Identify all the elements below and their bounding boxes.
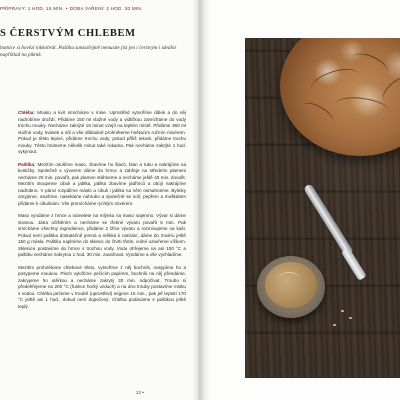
pate-spread	[265, 262, 317, 308]
page-number: 23	[136, 390, 142, 395]
paragraph-text: Mouku a kvít smícháme v míse. Uprostřed vytvoříme důlek a do něj nadrobíme droždí. Přidáme 150 ml vlažné vody a vidličkou zamícháme do vody trochu mouky. Necháme zakrýté 15 minut vzejít na teplém místě. Přidáme 350 ml vlažné vody, kvásek a sůl a vše důkladně prohněteme hnětacím ručním mixérem. Pokud je těsto lepivé, přidáme trochu vody, pokud příliš tekuté, přidáme trochu mouky. Těsto hnitneme několik minut také rukama. Pak necháme zakrýté 1 hod. vykynout.	[18, 110, 186, 154]
running-head-bullet: •	[65, 6, 68, 11]
bread-and-pate-photo	[245, 38, 400, 378]
crumb	[349, 317, 352, 319]
loaf-crust-crack	[308, 64, 362, 100]
crumb	[333, 324, 336, 326]
right-page	[200, 0, 400, 400]
page-footer	[136, 390, 144, 395]
paragraph-baking	[18, 265, 186, 311]
paragraph-text: Mezitím osušíme maso, zbavíme ho šlach, blan a tuku a nakrájíme na kostičky. Společně s vývarem dáme do hrnce a zahřeje na středním plameni necháme 20 min. povařit, pak plamen stáhneme a necháme ještě 40 min. dovařit. Mezitím oloupeme cibuli a jablka, jablka zbavíme jádřinců a obojí nakrájíme nadrobno. V pánvi rozpálíme máslo a cibuli i jablka na něm osmahneme. Bylinky omyjeme, osušíme, nasekáme nahrubo a společně se solí, pepřem a muškátem přidáme k cibulinám. Vše promícháme rychlým mixérem.	[18, 161, 187, 206]
footer-mark-icon: •	[142, 390, 145, 395]
recipe-body	[18, 110, 186, 316]
left-page	[0, 0, 198, 400]
running-head-cook: DOBA VAŘENÍ: 2 HOD. 30 MIN.	[69, 6, 143, 11]
paragraph-pate	[18, 162, 186, 208]
recipe-title: S ČERSTVÝM CHLEBEM	[0, 28, 136, 39]
paragraph-lead: Paštika:	[18, 161, 36, 167]
paragraph-bread	[18, 110, 186, 156]
running-head	[0, 6, 190, 11]
paragraph-text: Mezitím prohněteme chlebové těsto, vytvoříme z něj bochník, nasypíme ho a posypeme moukou. Plech vyložíme pečícím papírem, bochník na něj přendáme, zakryjeme ho utěrkou a necháme zakrytý 30 min. odpočívat. Troubu si předehřejeme na 200 °C (funkce horký vzduch) a na dno trouby postavíme misku s vodou. Chléba pečeme v troubě (uprostřed) nejprve 15 min., pak jeř teplotí 170 °C ještě asi 1 hod., dokud není dopečený. Chléba podáváme s paštikou ještě teplý.	[18, 264, 186, 309]
recipe-intro: batnice si bovězí nikkobrát. Paštiku samozřejmě nemusíte jíst jen i čerstvým i ideální například na piknik.	[0, 45, 176, 58]
crumb	[341, 310, 344, 312]
paragraph-lead: Chléba:	[18, 110, 35, 115]
loaf-crust-crack	[298, 98, 336, 129]
book-gutter	[192, 0, 210, 400]
paragraph-text: Maso vyndáme z hrnce a namelete na mlýnku na maso najemno. Vývar si dáme stranou. Játra očištěním a necháme se třetiné vývaru povařit 5 min. Pak smícháme všechny ingredience, přidáme 2 lžíce vývaru a rozmixujeme na kaši. Pokud není paštika dostatečně jemná a měkká k natírání, dáme do mixéru ještě 150 g másla. Paštiku naplníme do sklenic do čtvrti třetin, volné uzavřeme víčkem. Sklenice postavíme do hrnce s trochou vody. Vodu ohřejeme na asi 100 °C a paštiku necháme zakrytou 1 hod. 30 min. zavařovat. Vyndáme a vše vychladíme.	[18, 213, 186, 257]
running-head-prep: PŘÍPRAVY: 1 HOD. 15 MIN.	[0, 6, 64, 11]
paragraph-meat	[18, 213, 186, 259]
